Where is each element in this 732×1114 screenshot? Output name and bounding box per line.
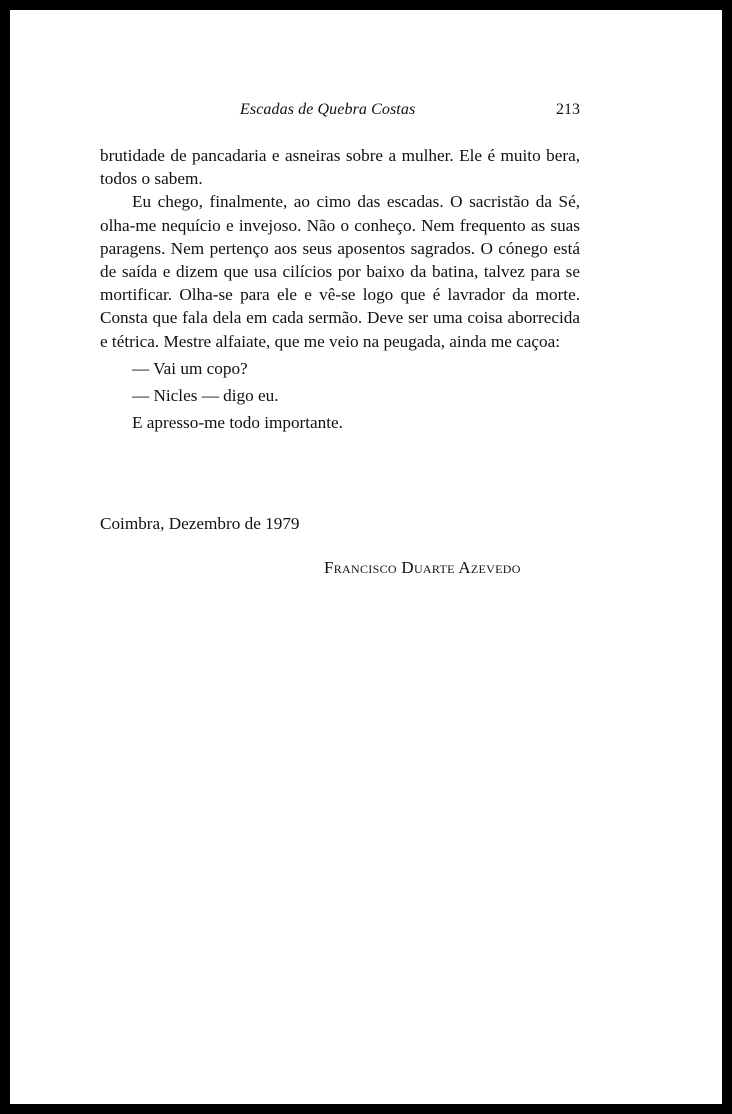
body-text (100, 144, 580, 434)
running-title: Escadas de Quebra Costas (240, 101, 416, 118)
document-page (10, 10, 722, 1104)
page-number: 213 (556, 101, 580, 118)
paragraph: E apresso-me todo importante. (132, 413, 343, 433)
paragraph: Eu chego, finalmente, ao cimo das escadas. O sacristão da Sé, olha-me nequício e invejoso. Não o conheço. Nem frequento as suas paragens. Nem pertenço aos seus aposentos sagrados. O cónego está de saída e dizem que usa cilícios por baixo da batina, talvez para se mortificar. Olha-se para ele e vê-se logo que é lavrador da morte. Consta que fala dela em cada sermão. Deve ser uma coisa aborrecida e tétrica. Mestre alfaiate, que me veio na peugada, ainda me caçoa: (100, 192, 580, 351)
dialogue-line: — Vai um copo? (132, 358, 248, 378)
author-signature: Francisco Duarte Azevedo (324, 558, 521, 577)
paragraph-continuation: brutidade de pancadaria e asneiras sobre a mulher. Ele é muito bera, todos o sabem. (100, 146, 580, 189)
place-date: Coimbra, Dezembro de 1979 (100, 514, 300, 533)
dialogue-line: — Nicles — digo eu. (132, 386, 279, 406)
